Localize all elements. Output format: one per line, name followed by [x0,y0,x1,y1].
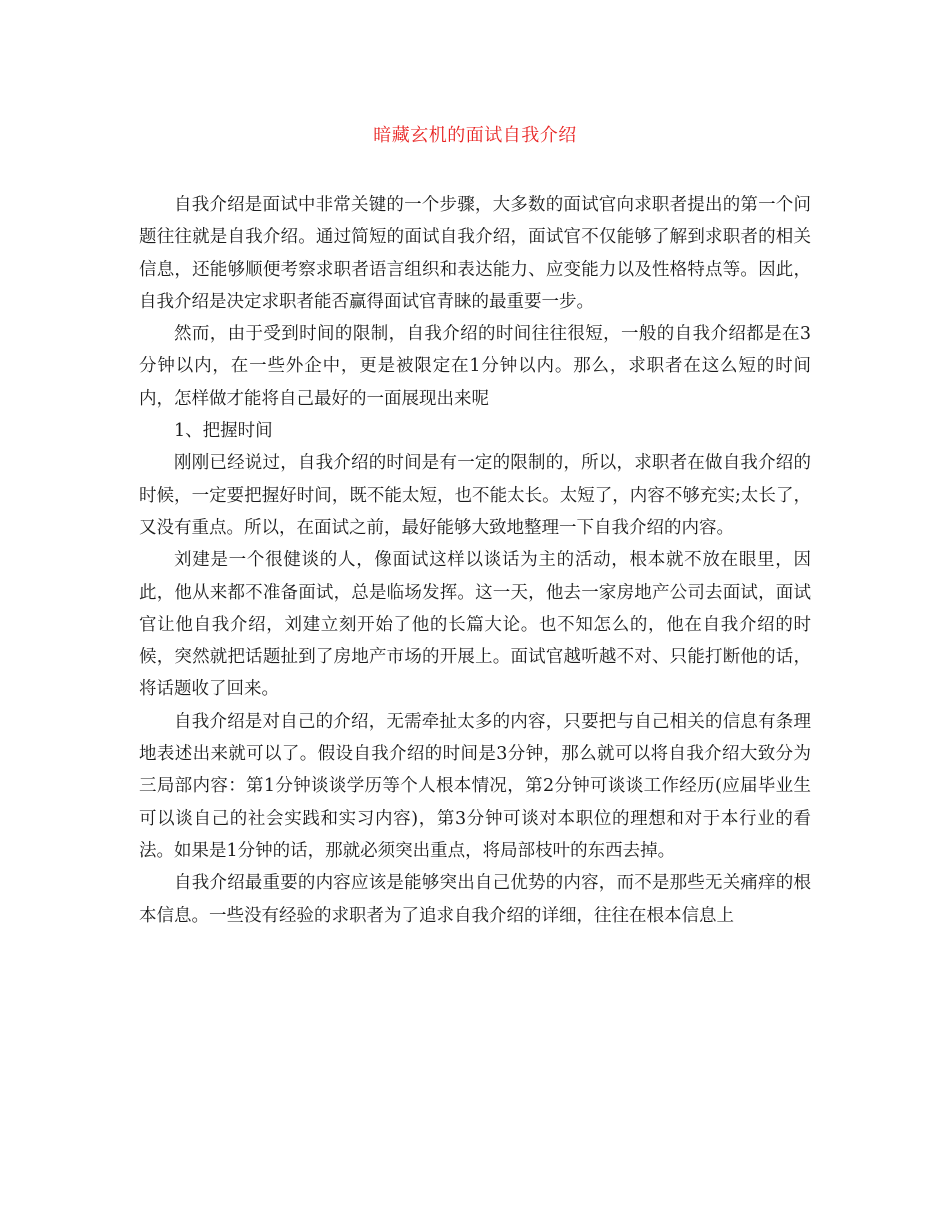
section-heading-manage-time: 1、把握时间 [174,421,273,442]
paragraph-time-advice: 刚刚已经说过，自我介绍的时间是有一定的限制的，所以，求职者在做自我介绍的时候，一定要把握好时间，既不能太短，也不能太长。太短了，内容不够充实;太长了，又没有重点。所以，在面试之前，最好能够大致地整理一下自我介绍的内容。 [139,453,811,538]
paragraph-time-limit: 然而，由于受到时间的限制，自我介绍的时间往往很短，一般的自我介绍都是在3分钟以内，在一些外企中，更是被限定在1分钟以内。那么，求职者在这么短的时间内，怎样做才能将自己最好的一面展现出来呢 [139,324,811,409]
paragraph-example-liujian: 刘建是一个很健谈的人，像面试这样以谈话为主的活动，根本就不放在眼里，因此，他从来都不准备面试，总是临场发挥。这一天，他去一家房地产公司去面试，面试官让他自我介绍，刘建立刻开始了他的长篇大论。也不知怎么的，他在自我介绍的时候，突然就把话题扯到了房地产市场的开展上。面试官越听越不对、只能打断他的话，将话题收了回来。 [139,550,811,700]
paragraph-structure: 自我介绍是对自己的介绍，无需牵扯太多的内容，只要把与自己相关的信息有条理地表述出来就可以了。假设自我介绍的时间是3分钟，那么就可以将自我介绍大致分为三局部内容：第1分钟谈谈学历等个人根本情况，第2分钟可谈谈工作经历(应届毕业生可以谈自己的社会实践和实习内容)，第3分钟可谈对本职位的理想和对于本行业的看法。如果是1分钟的话，那就必须突出重点，将局部枝叶的东西去掉。 [139,711,811,861]
paragraph-intro: 自我介绍是面试中非常关键的一个步骤，大多数的面试官向求职者提出的第一个问题往往就是自我介绍。通过简短的面试自我介绍，面试官不仅能够了解到求职者的相关信息，还能够顺便考察求职者语言组织和表达能力、应变能力以及性格特点等。因此，自我介绍是决定求职者能否赢得面试官青睐的最重要一步。 [139,195,811,312]
paragraph-highlight-strengths: 自我介绍最重要的内容应该是能够突出自己优势的内容，而不是那些无关痛痒的根本信息。一些没有经验的求职者为了追求自我介绍的详细，往往在根本信息上 [139,873,811,926]
document-body [139,189,811,932]
document-title: 暗藏玄机的面试自我介绍 [373,125,577,146]
